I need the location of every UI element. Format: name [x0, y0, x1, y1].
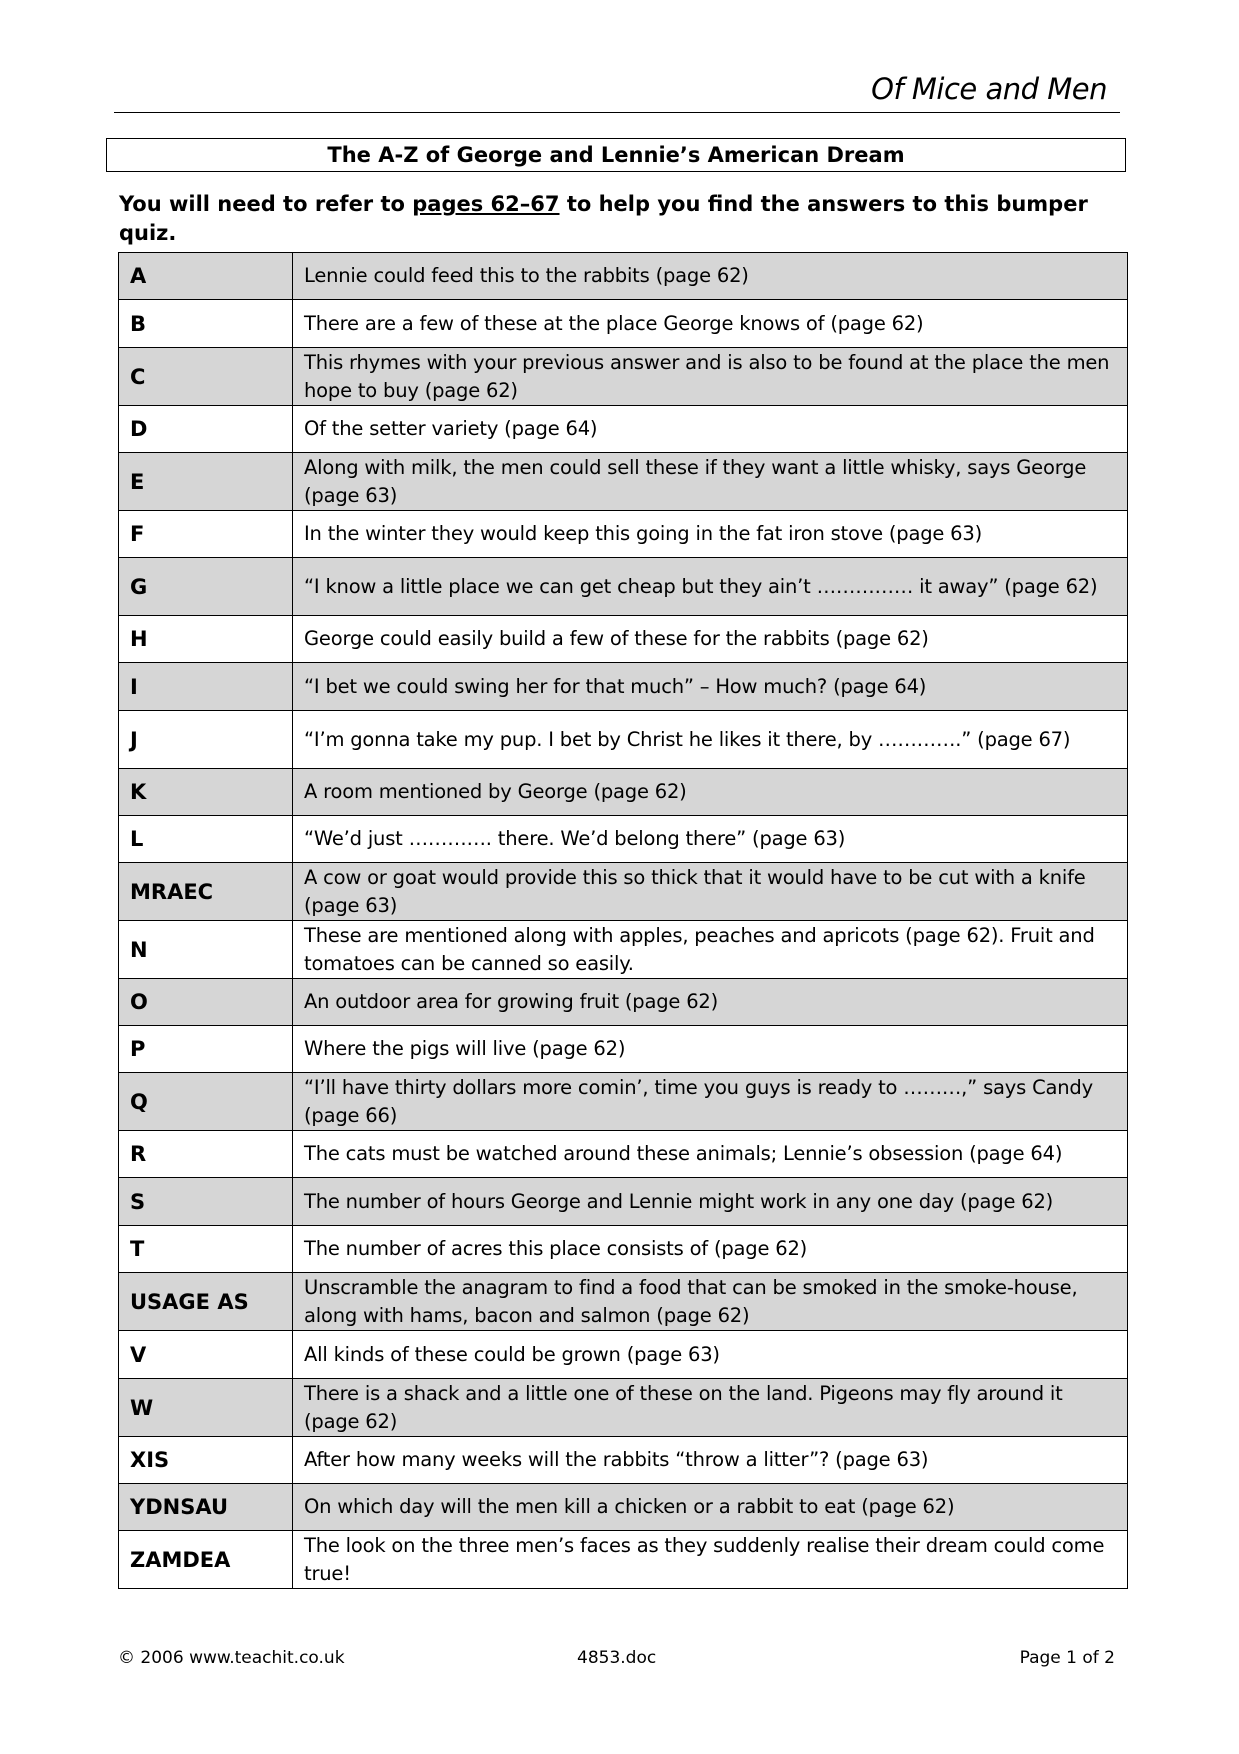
quiz-clue: George could easily build a few of these for the rabbits (page 62)	[293, 616, 1128, 663]
quiz-clue: The number of acres this place consists of (page 62)	[293, 1226, 1128, 1273]
quiz-letter: E	[119, 453, 293, 511]
instructions-text-before: You will need to refer to	[119, 192, 413, 216]
quiz-row	[119, 1026, 1128, 1073]
instructions	[119, 190, 1109, 248]
footer-copyright: © 2006 www.teachit.co.uk	[118, 1648, 345, 1668]
quiz-clue: The look on the three men’s faces as they suddenly realise their dream could come true!	[293, 1531, 1128, 1589]
quiz-letter: K	[119, 769, 293, 816]
quiz-clue: “I’ll have thirty dollars more comin’, time you guys is ready to ………,” says Candy (page 66)	[293, 1073, 1128, 1131]
quiz-clue: Where the pigs will live (page 62)	[293, 1026, 1128, 1073]
quiz-letter: USAGE AS	[119, 1273, 293, 1331]
quiz-row	[119, 816, 1128, 863]
footer-doc-name: 4853.doc	[577, 1648, 657, 1668]
quiz-table-body	[119, 253, 1128, 1589]
quiz-row	[119, 1437, 1128, 1484]
footer-page-number: Page 1 of 2	[1019, 1648, 1115, 1668]
quiz-row	[119, 1379, 1128, 1437]
quiz-clue: A cow or goat would provide this so thick that it would have to be cut with a knife (page 63)	[293, 863, 1128, 921]
quiz-letter: H	[119, 616, 293, 663]
quiz-letter: W	[119, 1379, 293, 1437]
quiz-letter: XIS	[119, 1437, 293, 1484]
quiz-row	[119, 711, 1128, 769]
quiz-letter: O	[119, 979, 293, 1026]
quiz-row	[119, 663, 1128, 711]
quiz-clue: A room mentioned by George (page 62)	[293, 769, 1128, 816]
quiz-clue: “I know a little place we can get cheap but they ain’t …………… it away” (page 62)	[293, 558, 1128, 616]
quiz-letter: B	[119, 300, 293, 348]
quiz-clue: Unscramble the anagram to find a food that can be smoked in the smoke-house, along with hams, bacon and salmon (page 62)	[293, 1273, 1128, 1331]
quiz-letter: P	[119, 1026, 293, 1073]
quiz-row	[119, 406, 1128, 453]
quiz-row	[119, 453, 1128, 511]
quiz-clue: “We’d just …………. there. We’d belong there” (page 63)	[293, 816, 1128, 863]
quiz-clue: “I’m gonna take my pup. I bet by Christ he likes it there, by ………….” (page 67)	[293, 711, 1128, 769]
quiz-row	[119, 253, 1128, 300]
quiz-clue: Lennie could feed this to the rabbits (page 62)	[293, 253, 1128, 300]
quiz-clue: “I bet we could swing her for that much” – How much? (page 64)	[293, 663, 1128, 711]
quiz-letter: ZAMDEA	[119, 1531, 293, 1589]
quiz-row	[119, 1073, 1128, 1131]
quiz-clue: On which day will the men kill a chicken or a rabbit to eat (page 62)	[293, 1484, 1128, 1531]
header-rule	[114, 112, 1120, 113]
quiz-clue: The number of hours George and Lennie might work in any one day (page 62)	[293, 1178, 1128, 1226]
quiz-row	[119, 616, 1128, 663]
quiz-clue: Of the setter variety (page 64)	[293, 406, 1128, 453]
quiz-row	[119, 1178, 1128, 1226]
quiz-letter: G	[119, 558, 293, 616]
quiz-row	[119, 1226, 1128, 1273]
quiz-clue: Along with milk, the men could sell these if they want a little whisky, says George (page 63)	[293, 453, 1128, 511]
quiz-row	[119, 921, 1128, 979]
instructions-pages: pages 62–67	[412, 192, 560, 216]
quiz-clue: This rhymes with your previous answer and is also to be found at the place the men hope to buy (page 62)	[293, 348, 1128, 406]
quiz-letter: A	[119, 253, 293, 300]
quiz-row	[119, 1131, 1128, 1178]
quiz-letter: L	[119, 816, 293, 863]
quiz-row	[119, 300, 1128, 348]
quiz-row	[119, 558, 1128, 616]
quiz-letter: F	[119, 511, 293, 558]
quiz-clue: There are a few of these at the place George knows of (page 62)	[293, 300, 1128, 348]
quiz-row	[119, 863, 1128, 921]
quiz-letter: R	[119, 1131, 293, 1178]
quiz-letter: MRAEC	[119, 863, 293, 921]
quiz-letter: D	[119, 406, 293, 453]
quiz-row	[119, 1484, 1128, 1531]
quiz-row	[119, 769, 1128, 816]
quiz-row	[119, 1531, 1128, 1589]
quiz-letter: YDNSAU	[119, 1484, 293, 1531]
instructions-text-after: to help you find the answers to this bumper quiz.	[119, 192, 1088, 245]
quiz-row	[119, 511, 1128, 558]
quiz-row	[119, 1273, 1128, 1331]
quiz-letter: T	[119, 1226, 293, 1273]
quiz-clue: There is a shack and a little one of these on the land. Pigeons may fly around it (page 62)	[293, 1379, 1128, 1437]
quiz-letter: V	[119, 1331, 293, 1379]
quiz-letter: I	[119, 663, 293, 711]
quiz-letter: J	[119, 711, 293, 769]
quiz-clue: An outdoor area for growing fruit (page 62)	[293, 979, 1128, 1026]
document-header-title: Of Mice and Men	[871, 72, 1107, 106]
quiz-clue: All kinds of these could be grown (page 63)	[293, 1331, 1128, 1379]
worksheet-title: The A-Z of George and Lennie’s American Dream	[106, 138, 1126, 172]
quiz-clue: After how many weeks will the rabbits “throw a litter”? (page 63)	[293, 1437, 1128, 1484]
quiz-clue: The cats must be watched around these animals; Lennie’s obsession (page 64)	[293, 1131, 1128, 1178]
quiz-letter: C	[119, 348, 293, 406]
quiz-letter: Q	[119, 1073, 293, 1131]
quiz-letter: N	[119, 921, 293, 979]
quiz-letter: S	[119, 1178, 293, 1226]
quiz-table	[118, 252, 1128, 1589]
quiz-row	[119, 1331, 1128, 1379]
quiz-clue: In the winter they would keep this going in the fat iron stove (page 63)	[293, 511, 1128, 558]
quiz-row	[119, 979, 1128, 1026]
quiz-row	[119, 348, 1128, 406]
quiz-clue: These are mentioned along with apples, peaches and apricots (page 62). Fruit and tomatoes can be canned so easily.	[293, 921, 1128, 979]
